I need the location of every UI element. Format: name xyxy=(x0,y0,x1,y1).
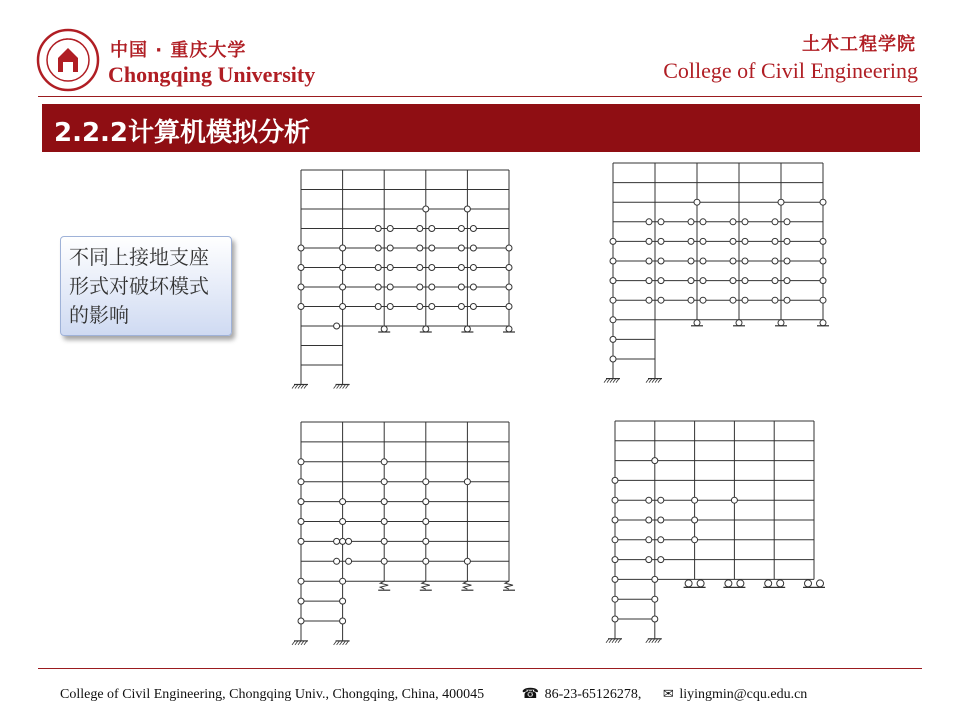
plastic-hinge xyxy=(340,304,346,310)
plastic-hinge xyxy=(429,284,435,290)
plastic-hinge xyxy=(334,538,340,544)
plastic-hinge xyxy=(652,576,658,582)
plastic-hinge xyxy=(731,497,737,503)
plastic-hinge xyxy=(346,558,352,564)
plastic-hinge xyxy=(340,618,346,624)
plastic-hinge xyxy=(820,258,826,264)
plastic-hinge xyxy=(692,537,698,543)
plastic-hinge xyxy=(658,219,664,225)
university-name-en: Chongqing University xyxy=(108,62,316,87)
plastic-hinge xyxy=(423,499,429,505)
plastic-hinge xyxy=(612,557,618,563)
college-name-en: College of Civil Engineering xyxy=(663,58,918,83)
mail-icon: ✉ xyxy=(662,686,674,701)
plastic-hinge xyxy=(646,258,652,264)
plastic-hinge xyxy=(820,199,826,205)
plastic-hinge xyxy=(340,245,346,251)
spring-support xyxy=(505,581,513,589)
plastic-hinge xyxy=(820,238,826,244)
plastic-hinge xyxy=(340,265,346,271)
plastic-hinge xyxy=(820,278,826,284)
plastic-hinge xyxy=(784,219,790,225)
plastic-hinge xyxy=(612,477,618,483)
plastic-hinge xyxy=(387,284,393,290)
plastic-hinge xyxy=(646,557,652,563)
plastic-hinge xyxy=(381,479,387,485)
pin-support xyxy=(464,326,470,332)
plastic-hinge xyxy=(692,517,698,523)
plastic-hinge xyxy=(612,576,618,582)
pin-support xyxy=(736,320,742,326)
plastic-hinge xyxy=(417,245,423,251)
plastic-hinge xyxy=(470,304,476,310)
plastic-hinge xyxy=(375,245,381,251)
plastic-hinge xyxy=(470,265,476,271)
footer-email: liyingmin@cqu.edu.cn xyxy=(679,687,808,702)
plastic-hinge xyxy=(646,278,652,284)
footer-phone: 86-23-65126278, xyxy=(544,687,642,702)
plastic-hinge xyxy=(646,517,652,523)
plastic-hinge xyxy=(700,297,706,303)
roller-support xyxy=(805,580,812,587)
plastic-hinge xyxy=(506,304,512,310)
plastic-hinge xyxy=(429,226,435,232)
plastic-hinge xyxy=(820,297,826,303)
plastic-hinge xyxy=(688,238,694,244)
plastic-hinge xyxy=(610,278,616,284)
plastic-hinge xyxy=(646,497,652,503)
plastic-hinge xyxy=(458,226,464,232)
plastic-hinge xyxy=(298,598,304,604)
plastic-hinge xyxy=(387,245,393,251)
spring-support xyxy=(463,581,471,589)
plastic-hinge xyxy=(730,278,736,284)
footer xyxy=(60,686,807,703)
frame-diagram-top-left xyxy=(292,170,515,389)
footer-divider xyxy=(38,668,922,669)
plastic-hinge xyxy=(387,226,393,232)
plastic-hinge xyxy=(458,304,464,310)
plastic-hinge xyxy=(298,265,304,271)
plastic-hinge xyxy=(612,537,618,543)
plastic-hinge xyxy=(610,297,616,303)
plastic-hinge xyxy=(470,245,476,251)
plastic-hinge xyxy=(375,265,381,271)
plastic-hinge xyxy=(700,258,706,264)
college-name-cn: 土木工程学院 xyxy=(802,34,916,55)
plastic-hinge xyxy=(298,578,304,584)
plastic-hinge xyxy=(658,278,664,284)
plastic-hinge xyxy=(470,284,476,290)
plastic-hinge xyxy=(772,219,778,225)
plastic-hinge xyxy=(506,265,512,271)
plastic-hinge xyxy=(784,297,790,303)
plastic-hinge xyxy=(658,557,664,563)
plastic-hinge xyxy=(298,499,304,505)
frame-diagram-bottom-right xyxy=(606,421,825,643)
plastic-hinge xyxy=(772,297,778,303)
plastic-hinge xyxy=(652,616,658,622)
plastic-hinge xyxy=(658,258,664,264)
plastic-hinge xyxy=(340,519,346,525)
pin-support xyxy=(381,326,387,332)
pin-support xyxy=(820,320,826,326)
plastic-hinge xyxy=(652,596,658,602)
plastic-hinge xyxy=(610,258,616,264)
plastic-hinge xyxy=(610,238,616,244)
plastic-hinge xyxy=(340,578,346,584)
footer-address: College of Civil Engineering, Chongqing Univ., Chongqing, China, 400045 xyxy=(60,687,485,702)
plastic-hinge xyxy=(417,304,423,310)
plastic-hinge xyxy=(298,304,304,310)
plastic-hinge xyxy=(375,284,381,290)
plastic-hinge xyxy=(387,265,393,271)
plastic-hinge xyxy=(692,497,698,503)
plastic-hinge xyxy=(298,459,304,465)
plastic-hinge xyxy=(334,323,340,329)
plastic-hinge xyxy=(742,238,748,244)
spring-support xyxy=(422,581,430,589)
plastic-hinge xyxy=(381,558,387,564)
phone-icon: ☎ xyxy=(521,687,540,702)
plastic-hinge xyxy=(298,618,304,624)
plastic-hinge xyxy=(470,226,476,232)
plastic-hinge xyxy=(772,258,778,264)
note-text: 不同上接地支座形式对破坏模式的影响 xyxy=(69,245,209,327)
plastic-hinge xyxy=(610,317,616,323)
plastic-hinge xyxy=(772,278,778,284)
plastic-hinge xyxy=(694,199,700,205)
plastic-hinge xyxy=(688,297,694,303)
plastic-hinge xyxy=(298,284,304,290)
plastic-hinge xyxy=(742,219,748,225)
plastic-hinge xyxy=(784,258,790,264)
plastic-hinge xyxy=(340,598,346,604)
plastic-hinge xyxy=(458,265,464,271)
plastic-hinge xyxy=(658,238,664,244)
plastic-hinge xyxy=(375,304,381,310)
slide-title: 2.2.2计算机模拟分析 xyxy=(54,118,311,148)
pin-support xyxy=(506,326,512,332)
plastic-hinge xyxy=(700,238,706,244)
plastic-hinge xyxy=(334,558,340,564)
plastic-hinge xyxy=(340,499,346,505)
plastic-hinge xyxy=(346,538,352,544)
plastic-hinge xyxy=(612,517,618,523)
plastic-hinge xyxy=(298,519,304,525)
plastic-hinge xyxy=(730,297,736,303)
plastic-hinge xyxy=(658,297,664,303)
plastic-hinge xyxy=(387,304,393,310)
pin-support xyxy=(694,320,700,326)
plastic-hinge xyxy=(423,479,429,485)
frame-diagram-bottom-left xyxy=(292,422,515,645)
plastic-hinge xyxy=(423,206,429,212)
plastic-hinge xyxy=(506,245,512,251)
plastic-hinge xyxy=(429,304,435,310)
plastic-hinge xyxy=(458,245,464,251)
plastic-hinge xyxy=(730,238,736,244)
plastic-hinge xyxy=(742,258,748,264)
frame-diagram-top-right xyxy=(604,163,829,383)
spring-support xyxy=(380,581,388,589)
plastic-hinge xyxy=(778,199,784,205)
pin-support xyxy=(778,320,784,326)
plastic-hinge xyxy=(612,616,618,622)
roller-support xyxy=(725,580,732,587)
plastic-hinge xyxy=(742,297,748,303)
plastic-hinge xyxy=(381,538,387,544)
plastic-hinge xyxy=(375,226,381,232)
plastic-hinge xyxy=(298,538,304,544)
university-name-cn: 中国 · 重庆大学 xyxy=(110,40,247,61)
plastic-hinge xyxy=(464,206,470,212)
plastic-hinge xyxy=(429,245,435,251)
pin-support xyxy=(423,326,429,332)
plastic-hinge xyxy=(784,278,790,284)
plastic-hinge xyxy=(381,499,387,505)
plastic-hinge xyxy=(612,596,618,602)
plastic-hinge xyxy=(646,297,652,303)
plastic-hinge xyxy=(658,497,664,503)
roller-support xyxy=(685,580,692,587)
plastic-hinge xyxy=(298,245,304,251)
plastic-hinge xyxy=(646,537,652,543)
plastic-hinge xyxy=(688,258,694,264)
plastic-hinge xyxy=(610,356,616,362)
plastic-hinge xyxy=(612,497,618,503)
plastic-hinge xyxy=(423,538,429,544)
plastic-hinge xyxy=(730,219,736,225)
plastic-hinge xyxy=(658,537,664,543)
plastic-hinge xyxy=(506,284,512,290)
plastic-hinge xyxy=(464,479,470,485)
plastic-hinge xyxy=(688,278,694,284)
plastic-hinge xyxy=(658,517,664,523)
roller-support xyxy=(765,580,772,587)
plastic-hinge xyxy=(458,284,464,290)
plastic-hinge xyxy=(417,265,423,271)
plastic-hinge xyxy=(464,558,470,564)
plastic-hinge xyxy=(610,336,616,342)
plastic-hinge xyxy=(381,519,387,525)
plastic-hinge xyxy=(688,219,694,225)
plastic-hinge xyxy=(652,458,658,464)
plastic-hinge xyxy=(772,238,778,244)
plastic-hinge xyxy=(730,258,736,264)
plastic-hinge xyxy=(423,558,429,564)
plastic-hinge xyxy=(381,459,387,465)
plastic-hinge xyxy=(646,219,652,225)
plastic-hinge xyxy=(742,278,748,284)
plastic-hinge xyxy=(423,519,429,525)
plastic-hinge xyxy=(298,479,304,485)
plastic-hinge xyxy=(417,226,423,232)
plastic-hinge xyxy=(646,238,652,244)
plastic-hinge xyxy=(700,278,706,284)
plastic-hinge xyxy=(340,284,346,290)
plastic-hinge xyxy=(429,265,435,271)
plastic-hinge xyxy=(700,219,706,225)
plastic-hinge xyxy=(784,238,790,244)
plastic-hinge xyxy=(340,538,346,544)
plastic-hinge xyxy=(417,284,423,290)
